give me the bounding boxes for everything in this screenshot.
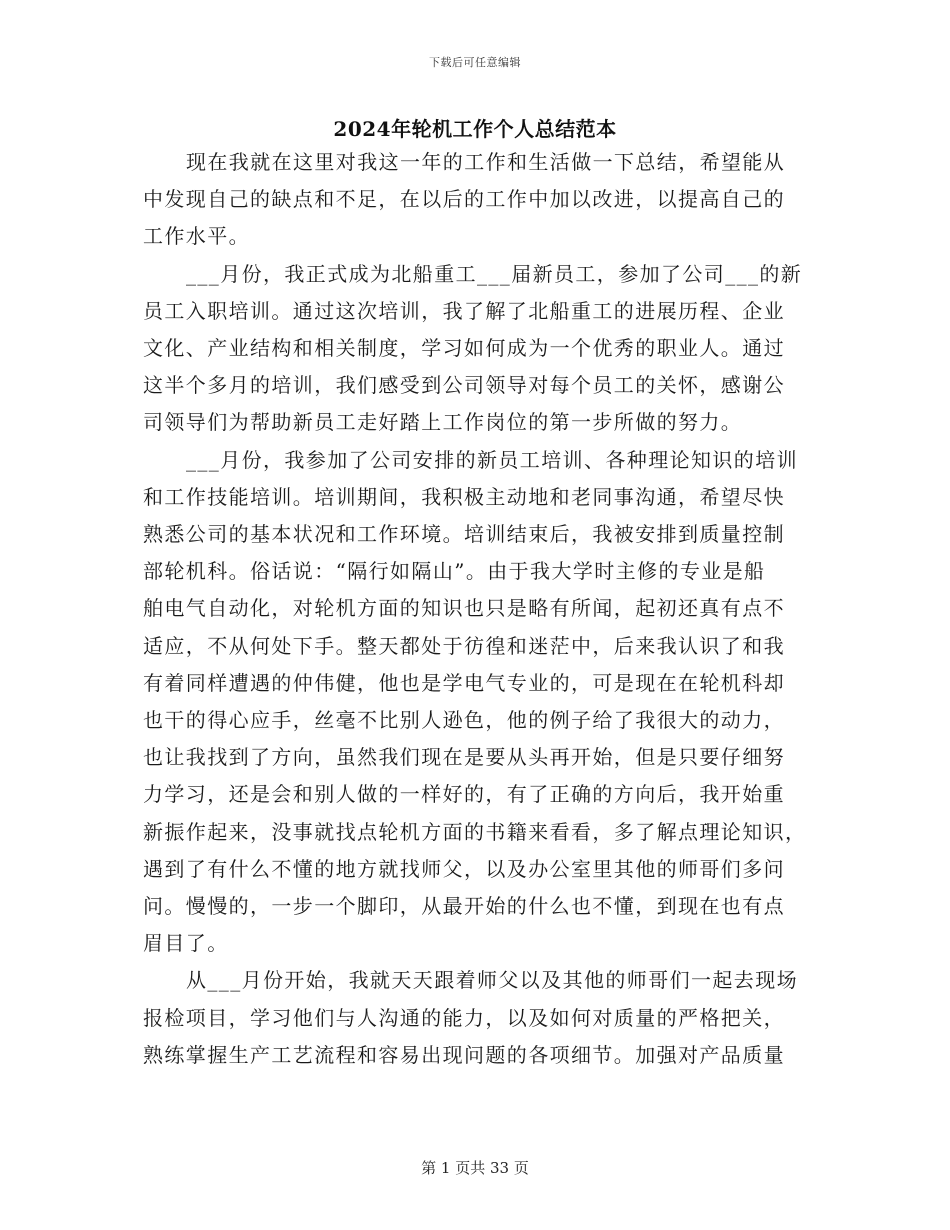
text-line: 中发现自己的缺点和不足，在以后的工作中加以改进，以提高自己的 [143, 187, 785, 212]
header-note: 下载后可任意编辑 [429, 56, 521, 69]
text-line: 新振作起来，没事就找点轮机方面的书籍来看看，多了解点理论知识， [143, 819, 807, 844]
text-line: 工作水平。 [143, 224, 250, 249]
text-line: 力学习，还是会和别人做的一样好的，有了正确的方向后，我开始重 [143, 782, 785, 807]
text-line: 文化、产业结构和相关制度，学习如何成为一个优秀的职业人。通过 [143, 336, 785, 361]
text-line: 眉目了。 [143, 931, 229, 956]
text-line: 现在我就在这里对我这一年的工作和生活做一下总结，希望能从 [186, 150, 786, 174]
text-line: 遇到了有什么不懂的地方就找师父，以及办公室里其他的师哥们多问 [143, 856, 785, 881]
text-line: 从___月份开始，我就天天跟着师父以及其他的师哥们一起去现场 [186, 968, 798, 993]
text-line: 报检项目，学习他们与人沟通的能力，以及如何对质量的严格把关， [143, 1005, 785, 1030]
text-line: 司领导们为帮助新员工走好踏上工作岗位的第一步所做的努力。 [143, 410, 743, 435]
text-line: 熟练掌握生产工艺流程和容易出现问题的各项细节。加强对产品质量 [143, 1042, 785, 1067]
text-line: 问。慢慢的，一步一个脚印，从最开始的什么也不懂，到现在也有点 [143, 894, 785, 919]
text-line: 舶电气自动化，对轮机方面的知识也只是略有所闻，起初还真有点不 [143, 596, 785, 621]
text-line: ___月份，我参加了公司安排的新员工培训、各种理论知识的培训 [186, 447, 798, 472]
text-line: 有着同样遭遇的仲伟健，他也是学电气专业的，可是现在在轮机科却 [143, 670, 785, 695]
paragraph-fieldwork [143, 962, 807, 1074]
paragraph-training [143, 442, 807, 963]
text-line: 部轮机科。俗话说：“隔行如隔山”。由于我大学时主修的专业是船 [143, 559, 766, 584]
paragraph-onboarding [143, 256, 807, 442]
document-body [143, 144, 807, 1074]
text-line: 也干的得心应手，丝毫不比别人逊色，他的例子给了我很大的动力， [143, 708, 785, 733]
document-title: 2024年轮机工作个人总结范本 [333, 117, 617, 141]
paragraph-intro [143, 144, 807, 256]
text-line: ___月份，我正式成为北船重工___届新员工，参加了公司___的新 [186, 261, 803, 286]
text-line: 这半个多月的培训，我们感受到公司领导对每个员工的关怀，感谢公 [143, 373, 785, 398]
text-line: 熟悉公司的基本状况和工作环境。培训结束后，我被安排到质量控制 [143, 522, 785, 547]
text-line: 也让我找到了方向，虽然我们现在是要从头再开始，但是只要仔细努 [143, 745, 785, 770]
text-line: 和工作技能培训。培训期间，我积极主动地和老同事沟通，希望尽快 [143, 484, 785, 509]
text-line: 员工入职培训。通过这次培训，我了解了北船重工的进展历程、企业 [143, 298, 785, 323]
text-line: 适应，不从何处下手。整天都处于彷徨和迷茫中，后来我认识了和我 [143, 633, 785, 658]
page-number-footer: 第 1 页共 33 页 [421, 1159, 529, 1177]
